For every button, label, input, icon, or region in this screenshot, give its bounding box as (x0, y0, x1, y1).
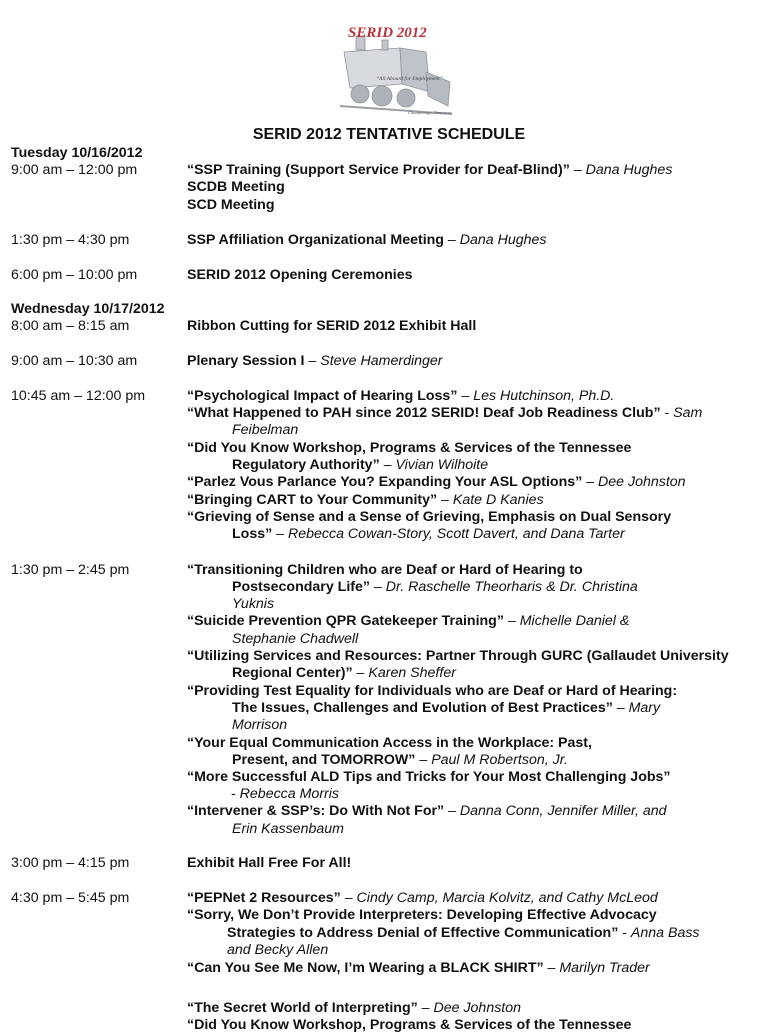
session-line: SCDB Meeting (187, 179, 285, 195)
session-line: Stephanie Chadwell (232, 631, 359, 647)
day-heading: Tuesday 10/16/2012 (11, 145, 143, 161)
logo-title: SERID 2012 (348, 25, 427, 41)
session-line: “Grieving of Sense and a Sense of Grieving, Emphasis on Dual Sensory (187, 509, 672, 525)
time-slot: 10:45 am – 12:00 pm (11, 388, 146, 404)
document-title: SERID 2012 TENTATIVE SCHEDULE (252, 126, 526, 143)
logo-motto: “All Aboard for Employment” (376, 76, 443, 82)
session-line: “What Happened to PAH since 2012 SERID! Deaf Job Readiness Club” - Sam (187, 405, 703, 421)
session-line: Regulatory Authority” – Vivian Wilhoite (232, 457, 489, 473)
session-line: Feibelman (232, 422, 299, 438)
session-line: Strategies to Address Denial of Effective Communication” - Anna Bass (227, 925, 700, 941)
session-line: “Intervener & SSP’s: Do With Not For” – Danna Conn, Jennifer Miller, and (187, 803, 667, 819)
day-heading: Wednesday 10/17/2012 (11, 301, 165, 317)
time-slot: 4:30 pm – 5:45 pm (11, 890, 130, 906)
time-slot: 1:30 pm – 2:45 pm (11, 562, 130, 578)
session-line: “Bringing CART to Your Community” – Kate D Kanies (187, 492, 544, 508)
session-line: “Your Equal Communication Access in the Workplace: Past, (187, 735, 592, 751)
session-line: “Suicide Prevention QPR Gatekeeper Training” – Michelle Daniel & (187, 613, 630, 629)
session-line: Ribbon Cutting for SERID 2012 Exhibit Hall (187, 318, 477, 334)
session-line: “SSP Training (Support Service Provider for Deaf-Blind)” – Dana Hughes (187, 162, 673, 178)
session-line: SSP Affiliation Organizational Meeting – Dana Hughes (187, 232, 547, 248)
session-line: and Becky Allen (227, 942, 329, 958)
logo-city: Chattanooga, Tennessee (408, 110, 452, 115)
time-slot: 9:00 am – 10:30 am (11, 353, 138, 369)
session-line: Regional Center)” – Karen Sheffer (232, 665, 456, 681)
session-line: SCD Meeting (187, 197, 275, 213)
session-line: “The Secret World of Interpreting” – Dee Johnston (187, 1000, 522, 1016)
session-line: Exhibit Hall Free For All! (187, 855, 352, 871)
session-line: Loss” – Rebecca Cowan-Story, Scott Davert, and Dana Tarter (232, 526, 625, 542)
session-line: Morrison (232, 717, 288, 733)
session-line: - Rebecca Morris (231, 786, 340, 802)
session-line: “Sorry, We Don’t Provide Interpreters: Developing Effective Advocacy (187, 907, 657, 923)
session-line: “PEPNet 2 Resources” – Cindy Camp, Marcia Kolvitz, and Cathy McLeod (187, 890, 658, 906)
session-line: “More Successful ALD Tips and Tricks for Your Most Challenging Jobs” (187, 769, 671, 785)
session-line: Plenary Session I – Steve Hamerdinger (187, 353, 443, 369)
time-slot: 6:00 pm – 10:00 pm (11, 267, 138, 283)
session-line: “Did You Know Workshop, Programs & Services of the Tennessee (187, 440, 632, 456)
session-line: The Issues, Challenges and Evolution of Best Practices” – Mary (232, 700, 661, 716)
session-line: Erin Kassenbaum (232, 821, 344, 837)
session-line: “Did You Know Workshop, Programs & Services of the Tennessee (187, 1017, 632, 1033)
session-line: Present, and TOMORROW” – Paul M Robertson, Jr. (232, 752, 568, 768)
session-line: Postsecondary Life” – Dr. Raschelle Theorharis & Dr. Christina (232, 579, 638, 595)
session-line: “Transitioning Children who are Deaf or Hard of Hearing to (187, 562, 583, 578)
session-line: “Parlez Vous Parlance You? Expanding Your ASL Options” – Dee Johnston (187, 474, 686, 490)
session-line: “Psychological Impact of Hearing Loss” – Les Hutchinson, Ph.D. (187, 388, 615, 404)
session-line: Yuknis (232, 596, 275, 612)
session-line: SERID 2012 Opening Ceremonies (187, 267, 413, 283)
session-line: “Providing Test Equality for Individuals who are Deaf or Hard of Hearing: (187, 683, 678, 699)
session-line: “Utilizing Services and Resources: Partner Through GURC (Gallaudet University (187, 648, 729, 664)
time-slot: 8:00 am – 8:15 am (11, 318, 130, 334)
time-slot: 3:00 pm – 4:15 pm (11, 855, 130, 871)
session-line: “Can You See Me Now, I’m Wearing a BLACK SHIRT” – Marilyn Trader (187, 960, 650, 976)
time-slot: 1:30 pm – 4:30 pm (11, 232, 130, 248)
time-slot: 9:00 am – 12:00 pm (11, 162, 138, 178)
